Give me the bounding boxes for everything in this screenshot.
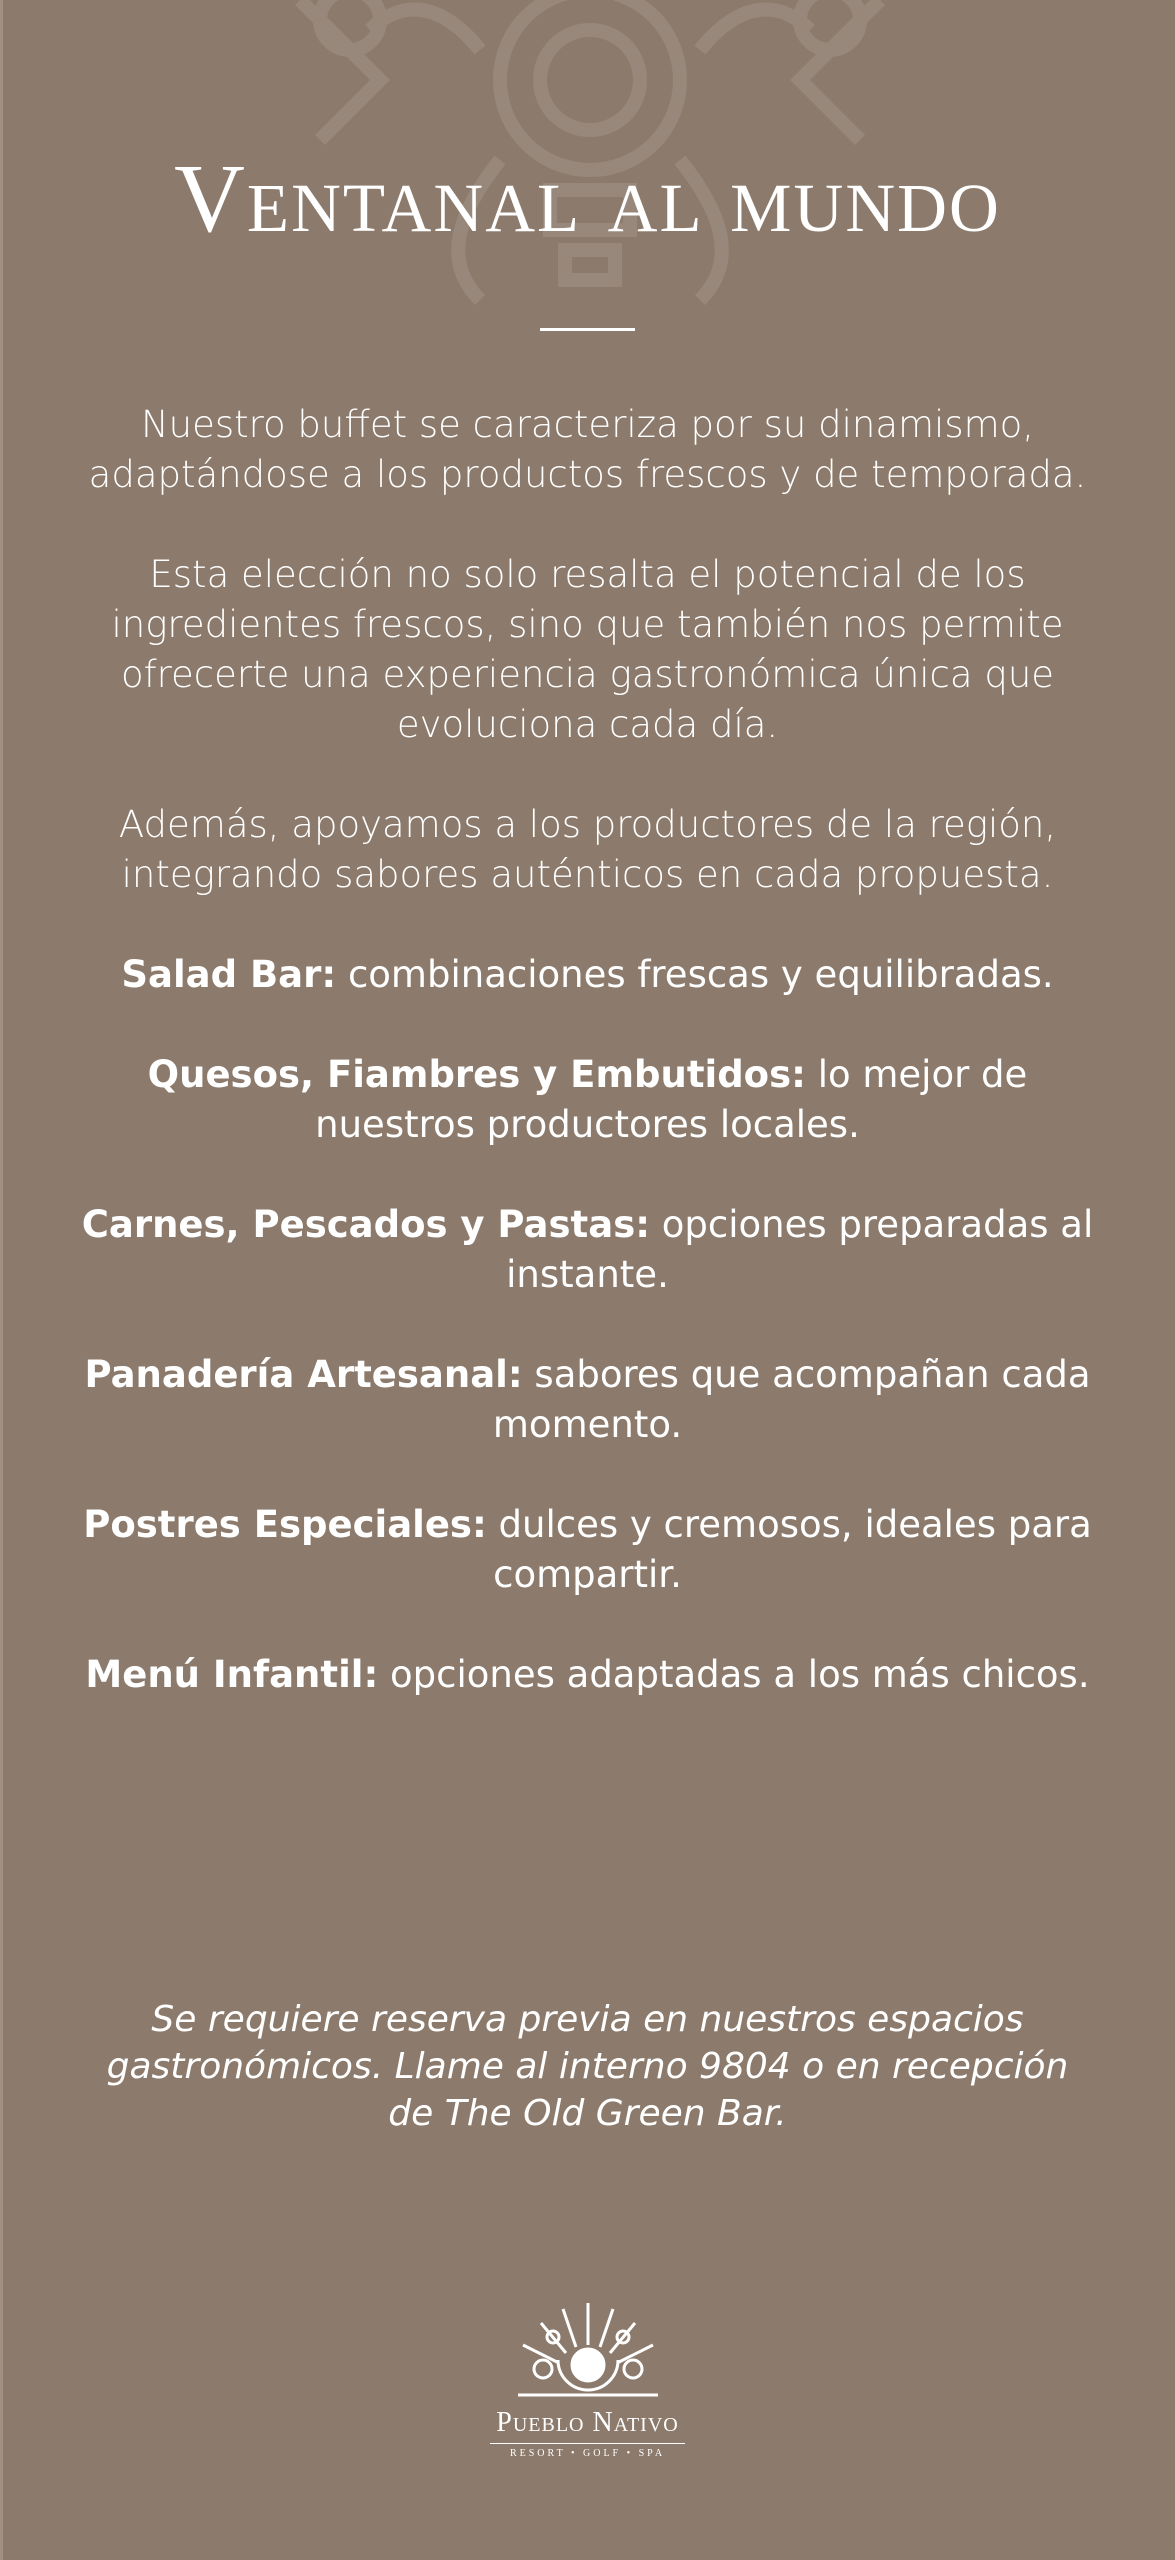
brand-rule — [490, 2443, 685, 2444]
menu-item-description: opciones preparadas al instante. — [506, 1203, 1094, 1296]
page-title: Ventanal al mundo — [174, 145, 1001, 253]
intro-paragraph: Nuestro buffet se caracteriza por su dinamismo, adaptándose a los productos frescos y de temporada. — [88, 403, 1087, 496]
menu-item-postres — [80, 1500, 1095, 1600]
menu-item-description: sabores que acompañan cada momento. — [492, 1353, 1091, 1446]
intro-paragraph: Además, apoyamos a los productores de la región, integrando sabores auténticos en cada propuesta. — [118, 803, 1057, 896]
menu-item-description: opciones adaptadas a los más chicos. — [390, 1653, 1090, 1696]
menu-item-description: lo mejor de nuestros productores locales. — [315, 1053, 1028, 1146]
menu-item-salad-bar — [80, 950, 1095, 1000]
brand-subtitle: RESORT • GOLF • SPA — [509, 2448, 666, 2459]
menu-item-label: Menú Infantil: — [85, 1653, 379, 1696]
menu-item-label: Salad Bar: — [121, 953, 337, 996]
menu-item-label: Postres Especiales: — [83, 1503, 487, 1546]
title-divider — [540, 328, 635, 331]
menu-item-description: combinaciones frescas y equilibradas. — [347, 953, 1054, 996]
brand-name: Pueblo Nativo — [496, 2407, 679, 2438]
left-edge-border — [0, 0, 3, 2560]
menu-item-label: Carnes, Pescados y Pastas: — [81, 1203, 651, 1246]
pueblo-nativo-logo-icon — [513, 2295, 663, 2405]
brand-logo — [0, 2295, 1175, 2459]
menu-item-label: Panadería Artesanal: — [84, 1353, 523, 1396]
menu-item-label: Quesos, Fiambres y Embutidos: — [147, 1053, 806, 1096]
menu-content — [80, 400, 1095, 1750]
menu-item-carnes — [80, 1200, 1095, 1300]
menu-item-quesos — [80, 1050, 1095, 1150]
menu-item-panaderia — [80, 1350, 1095, 1450]
menu-item-description: dulces y cremosos, ideales para compartir. — [493, 1503, 1092, 1596]
intro-paragraph: Esta elección no solo resalta el potencial de los ingredientes frescos, sino que también nos permite ofrecerte una experiencia gastronómica única que evoluciona cada día. — [111, 553, 1064, 746]
reservation-note: Se requiere reserva previa en nuestros espacios gastronómicos. Llame al interno 9804 o en recepción de The Old Green Bar. — [106, 1999, 1069, 2134]
menu-item-infantil — [80, 1650, 1095, 1700]
